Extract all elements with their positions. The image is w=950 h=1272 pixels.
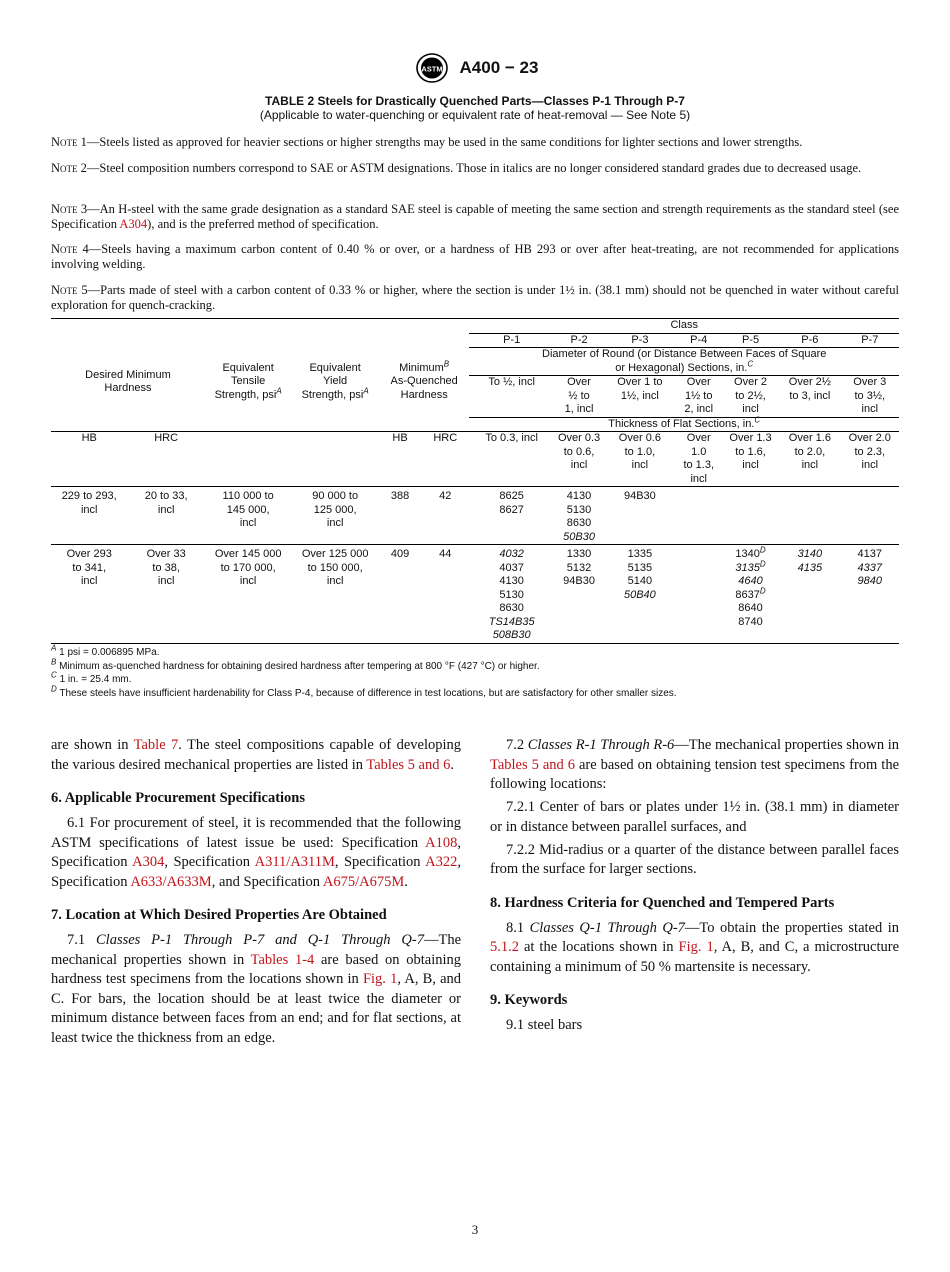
- paragraph-7-1: 7.1 Classes P-1 Through P-7 and Q-1 Through Q-7—The mechanical properties shown in Tables 1-4 are based on obtaining hardness test specimens from the locations shown in Fig. 1, A, B, and C. For bars, the location should be at least twice the diameter or minimum distance between faces from an end; and for flat sections, at least twice the thickness from an edge.: [51, 932, 462, 1046]
- flat-size-p2: Over 0.3 to 0.6, incl: [554, 432, 604, 487]
- note-1: Note 1—Steels listed as approved for heavier sections or higher strengths may be used in the same conditions for lighter sections and lower strengths.: [51, 135, 803, 149]
- note-5: Note 5—Parts made of steel with a carbon content of 0.33 % or higher, where the section is under 1½ in. (38.1 mm) should not be quenched in water without careful exploration for quench-cracking.: [51, 283, 899, 312]
- round-size-p6: Over 2½ to 3, incl: [779, 376, 840, 418]
- paragraph-6-1: 6.1 For procurement of steel, it is recommended that the following ASTM specifications of latest issue be used: Specification A108, Specification A304, Specification A311/A311M, Specification A322, Specification A633/A633M, and Specification A675/A675M.: [51, 815, 462, 890]
- svg-text:ASTM: ASTM: [420, 64, 443, 74]
- spec-link-a304[interactable]: A304: [132, 854, 165, 870]
- astm-logo: [412, 52, 452, 84]
- hrc-header: HRC: [127, 432, 204, 487]
- note-3: Note 3—An H-steel with the same grade designation as a standard SAE steel is capable of meeting the same section and strength requirements as the standard steel (see Specification A304), and is the preferred method of specification.: [51, 202, 899, 231]
- min-hb-header: HB: [379, 432, 421, 487]
- spec-link-a304[interactable]: A304: [119, 217, 148, 231]
- class-header: Class: [469, 319, 899, 334]
- spec-link-a108[interactable]: A108: [425, 834, 458, 851]
- table-row: [51, 545, 899, 644]
- class-p5: P-5: [722, 333, 779, 348]
- round-size-p2: Over ½ to 1, incl: [554, 376, 604, 418]
- flat-size-p5: Over 1.3 to 1.6, incl: [722, 432, 779, 487]
- table-row: [51, 487, 899, 545]
- paragraph-8-1: 8.1 Classes Q-1 Through Q-7—To obtain the properties stated in 5.1.2 at the locations shown in Fig. 1, A, B, and C, a microstructure containing a minimum of 50 % martensite is necessary.: [490, 919, 900, 975]
- section-6-heading: 6. Applicable Procurement Specifications: [51, 790, 306, 806]
- table-title: TABLE 2 Steels for Drastically Quenched Parts—Classes P-1 Through P-7: [265, 94, 685, 108]
- footnote-a: $^A$ 1 psi = 0.006895 MPa.: [51, 643, 160, 658]
- steels-table: [51, 318, 899, 644]
- class-p1: P-1: [469, 333, 553, 348]
- body-right-column: [490, 736, 899, 1039]
- class-p2: P-2: [554, 333, 604, 348]
- table-title-block: [0, 94, 950, 122]
- round-size-p1: To ½, incl: [469, 376, 553, 418]
- page-number: 3: [471, 1222, 479, 1237]
- spec-link-a322[interactable]: A322: [425, 854, 458, 870]
- row2-p3: 1335 5135 5140 50B40: [604, 545, 675, 644]
- standard-designation: A400 − 23: [459, 58, 539, 77]
- table-7-link[interactable]: Table 7: [133, 737, 179, 753]
- paragraph-9-1: 9.1 steel bars: [506, 1017, 583, 1033]
- row1-p2: 4130 5130 8630 50B30: [554, 487, 604, 545]
- class-p6: P-6: [779, 333, 840, 348]
- hb-header: HB: [51, 432, 127, 487]
- note-4: Note 4—Steels having a maximum carbon content of 0.40 % or over, or a hardness of HB 293 or over after heat-treating, are not recommended for applications involving welding.: [51, 242, 899, 271]
- document-header: [0, 52, 950, 84]
- footnote-c: $^C$ 1 in. = 25.4 mm.: [51, 670, 132, 685]
- section-5-1-2-link[interactable]: 5.1.2: [490, 939, 519, 955]
- tables-5-6-link[interactable]: Tables 5 and 6: [490, 756, 575, 773]
- section-8-heading: 8. Hardness Criteria for Quenched and Tempered Parts: [490, 894, 835, 911]
- paragraph-7-2-1: 7.2.1 Center of bars or plates under 1½ in. (38.1 mm) in diameter or in distance between parallel surfaces, and: [490, 799, 899, 835]
- row2-min-hrc: 44: [421, 545, 469, 644]
- flat-size-p1: To 0.3, incl: [469, 432, 553, 487]
- tables-5-6-link[interactable]: Tables 5 and 6: [366, 756, 451, 773]
- flat-size-p4: Over 1.0 to 1.3, incl: [676, 432, 722, 487]
- round-size-p4: Over 1½ to 2, incl: [676, 376, 722, 418]
- min-as-quenched-header: Minimum$^B$ As-Quenched Hardness: [390, 359, 458, 401]
- row2-p6: 3140 4135: [779, 545, 840, 644]
- class-p4: P-4: [676, 333, 722, 348]
- row2-yield: Over 125 000 to 150 000, incl: [291, 545, 379, 644]
- section-7-heading: 7. Location at Which Desired Properties Are Obtained: [51, 907, 387, 923]
- row1-yield: 90 000 to 125 000, incl: [291, 487, 379, 545]
- fig-1-link[interactable]: Fig. 1: [362, 971, 398, 987]
- row2-p1: 4032 4037 4130 5130 8630 TS14B35 508B30: [469, 545, 553, 644]
- row1-p3: 94B30: [604, 487, 675, 545]
- tensile-header: Equivalent Tensile Strength, psi$^A$: [214, 361, 282, 401]
- row1-p1: 8625 8627: [469, 487, 553, 545]
- class-p3: P-3: [604, 333, 675, 348]
- section-9-heading: 9. Keywords: [490, 992, 568, 1008]
- note-2: Note 2—Steel composition numbers correspond to SAE or ASTM designations. Those in italics are no longer considered standard grades due to decreased usage.: [51, 161, 862, 175]
- row2-p2: 1330 5132 94B30: [554, 545, 604, 644]
- row1-tensile: 110 000 to 145 000, incl: [205, 487, 292, 545]
- tables-1-4-link[interactable]: Tables 1-4: [250, 951, 315, 968]
- flat-size-p3: Over 0.6 to 1.0, incl: [604, 432, 675, 487]
- continued-paragraph: are shown in Table 7. The steel compositions capable of developing the various desired mechanical properties are listed in Tables 5 and 6.: [51, 737, 461, 773]
- yield-header: Equivalent Yield Strength, psi$^A$: [301, 361, 369, 401]
- body-left-column: [51, 736, 461, 1052]
- min-hrc-header: HRC: [421, 432, 469, 487]
- table-footnotes: [51, 643, 899, 700]
- diameter-header: Diameter of Round (or Distance Between Faces of Square or Hexagonal) Sections, in.$^C$: [469, 348, 899, 376]
- round-size-p3: Over 1 to 1½, incl: [604, 376, 675, 418]
- row1-hb: 229 to 293, incl: [51, 487, 127, 545]
- spec-link-a633[interactable]: A633/A633M: [130, 873, 212, 890]
- row2-p7: 4137 4337 9840: [841, 545, 899, 644]
- footnote-b: $^B$ Minimum as-quenched hardness for obtaining desired hardness after tempering at 800 °F (427 °C) or higher.: [51, 657, 540, 672]
- row1-min-hrc: 42: [421, 487, 469, 545]
- round-size-p5: Over 2 to 2½, incl: [722, 376, 779, 418]
- row1-min-hb: 388: [379, 487, 421, 545]
- row2-hrc: Over 33 to 38, incl: [127, 545, 204, 644]
- row2-min-hb: 409: [379, 545, 421, 644]
- flat-size-p6: Over 1.6 to 2.0, incl: [779, 432, 840, 487]
- flat-sections-header: Thickness of Flat Sections, in.$^C$: [608, 414, 761, 430]
- spec-link-a675[interactable]: A675/A675M: [322, 873, 405, 890]
- row2-hb: Over 293 to 341, incl: [51, 545, 127, 644]
- paragraph-7-2-2: 7.2.2 Mid-radius or a quarter of the distance between parallel faces from the surface for larger sections.: [490, 841, 899, 877]
- paragraph-7-2: 7.2 Classes R-1 Through R-6—The mechanical properties shown in Tables 5 and 6 are based on obtaining tension test specimens from the following locations:: [490, 737, 899, 792]
- row2-p5: $1340^D$ $3135^D$ 4640 $8637^D$ 8640 8740: [722, 545, 779, 644]
- flat-size-p7: Over 2.0 to 2.3, incl: [841, 432, 899, 487]
- footnote-d: $^D$ These steels have insufficient hardenability for Class P-4, because of difference in test locations, but are satisfactory for other smaller sizes.: [51, 684, 677, 699]
- desired-min-hardness-header: Desired Minimum Hardness: [85, 368, 171, 394]
- row2-tensile: Over 145 000 to 170 000, incl: [205, 545, 292, 644]
- table-subtitle: (Applicable to water-quenching or equivalent rate of heat-removal — See Note 5): [259, 108, 691, 122]
- spec-link-a311[interactable]: A311/A311M: [254, 854, 335, 870]
- row1-hrc: 20 to 33, incl: [127, 487, 204, 545]
- round-size-p7: Over 3 to 3½, incl: [841, 376, 899, 418]
- fig-1-link[interactable]: Fig. 1: [678, 939, 714, 955]
- class-p7: P-7: [841, 333, 899, 348]
